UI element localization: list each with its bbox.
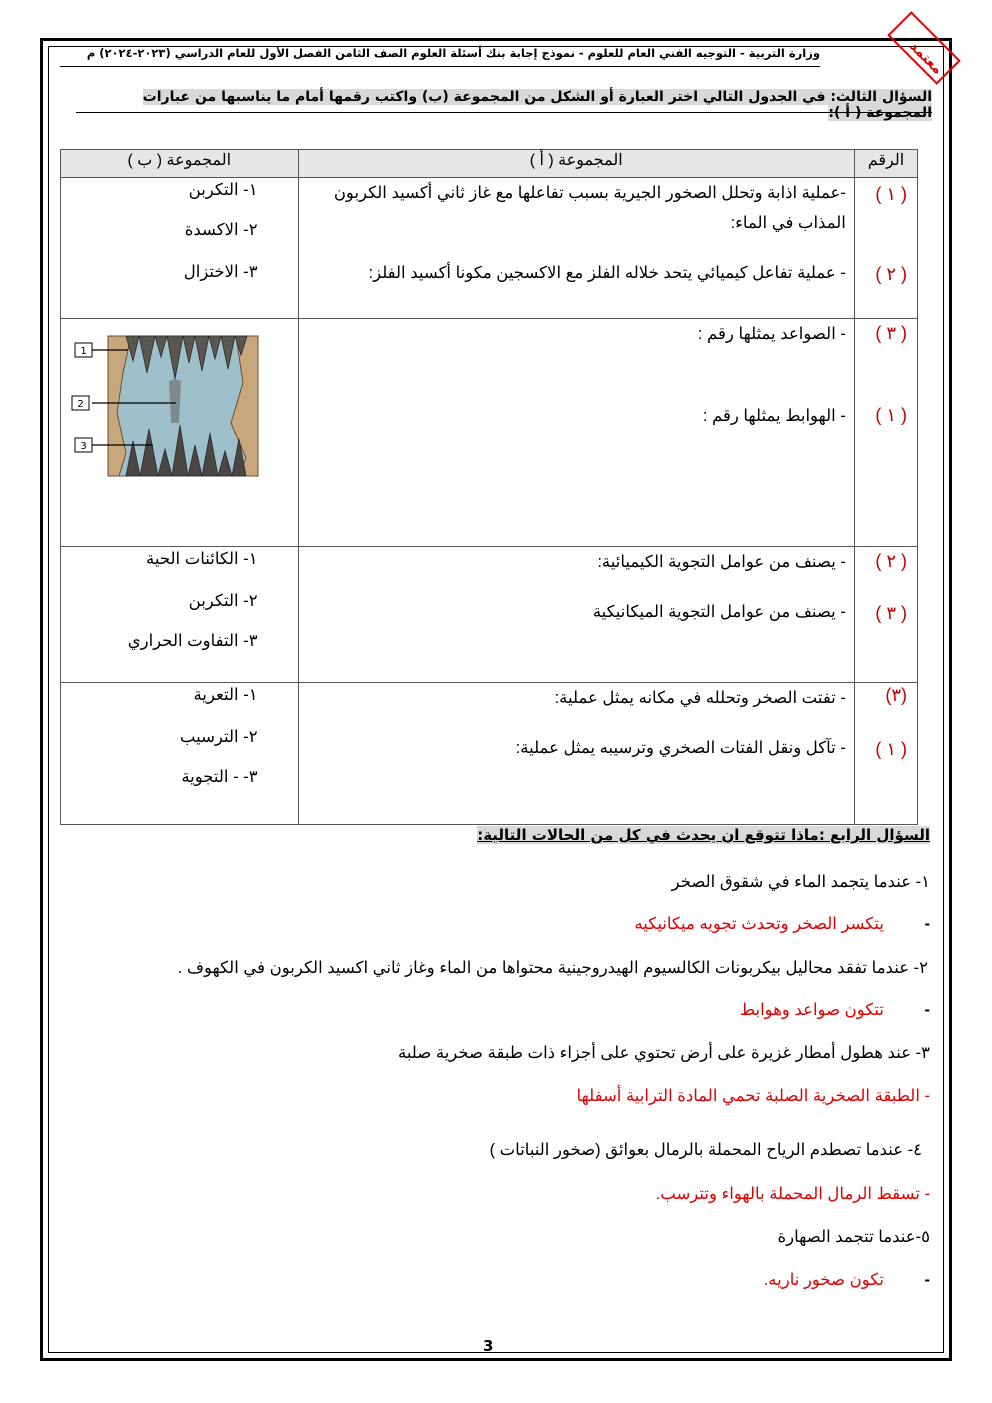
group-a-statement: -عملية اذابة وتحلل الصخور الجيرية بسبب تفاعلها مع غاز ثاني أكسيد الكربون المذاب في الماء: [333, 184, 846, 232]
page-number: 3 [483, 1337, 494, 1355]
cave-figure-cell [61, 319, 299, 547]
q4-item-answer: - الطبقة الصخرية الصلبة تحمي المادة الترابية أسفلها [576, 1087, 930, 1105]
answer-value: ( ١ ) [875, 405, 907, 425]
matching-table [60, 149, 918, 825]
answer-value: (٣) [885, 685, 907, 705]
figure-label: 2 [77, 399, 84, 410]
cave-stalactite-stalagmite-figure [71, 333, 271, 483]
table-row [61, 178, 918, 319]
question-4-title: السؤال الرابع :ماذا تتوقع ان يحدث في كل من الحالات التالية: [477, 826, 930, 844]
answer-value: ( ٣ ) [875, 603, 907, 623]
group-a-cell [298, 319, 854, 547]
group-a-statement: - الصواعد يمثلها رقم : [697, 325, 846, 343]
table-header-row [61, 150, 918, 178]
answer-value: ( ٢ ) [875, 551, 907, 571]
answer-value: ( ١ ) [875, 739, 907, 759]
figure-label: 3 [80, 441, 87, 452]
group-a-statement: - عملية تفاعل كيميائي يتحد خلاله الفلز مع الاكسجين مكونا أكسيد الفلز: [368, 264, 846, 282]
group-a-statement: - الهوابط يمثلها رقم : [702, 407, 846, 425]
table-row [61, 319, 918, 547]
group-a-statement: - تفتت الصخر وتحلله في مكانه يمثل عملية: [554, 689, 846, 707]
group-b-cell [61, 683, 299, 825]
group-b-option: ١- التكربن [188, 181, 258, 199]
header-num: الرقم [854, 150, 917, 178]
question-3-text: في الجدول التالي اختر العبارة أو الشكل من المجموعة (ب) واكتب رقمها أمام ما يناسبها من عبارات المجموعة ( أ ): [142, 89, 932, 121]
answer-value: ( ٣ ) [875, 323, 907, 343]
group-a-cell [298, 547, 854, 683]
answer-cell [854, 547, 917, 683]
header-divider [60, 66, 820, 67]
answer-cell [854, 178, 917, 319]
stamp-text: معتمد [906, 38, 946, 78]
group-b-option: ٣- الاختزال [183, 263, 258, 281]
group-a-cell [298, 178, 854, 319]
answer-cell [854, 683, 917, 825]
q4-item-question: ٣- عند هطول أمطار غزيرة على أرض تحتوي على أجزاء ذات طبقة صخرية صلبة [397, 1044, 930, 1062]
answer-value: ( ٢ ) [875, 264, 907, 284]
table-row [61, 547, 918, 683]
q4-item-answer: - تسقط الرمال المحملة بالهواء وتترسب. [655, 1185, 930, 1203]
group-b-option: ٣- - التجوية [181, 768, 258, 786]
question-3-divider [76, 112, 932, 113]
question-3-prompt [76, 89, 932, 121]
question-3-label: السؤال الثالث: [830, 89, 932, 105]
group-b-option: ١- التعرية [193, 686, 258, 704]
group-b-option: ٢- الترسيب [179, 728, 258, 746]
group-a-statement: - يصنف من عوامل التجوية الكيميائية: [597, 553, 846, 571]
header-group-b: المجموعة ( ب ) [61, 150, 299, 178]
group-b-cell [61, 547, 299, 683]
q4-item-answer: -يتكسر الصخر وتحدث تجويه ميكانيكيه [634, 915, 930, 933]
group-b-option: ٢- التكربن [188, 592, 258, 610]
group-b-option: ١- الكائنات الحية [146, 550, 258, 568]
group-b-option: ٣- التفاوت الحراري [127, 632, 258, 650]
group-a-statement: - تآكل ونقل الفتات الصخري وترسيبه يمثل عملية: [515, 739, 846, 757]
answer-value: ( ١ ) [875, 184, 907, 204]
q4-item-answer: -تتكون صواعد وهوابط [739, 1001, 930, 1019]
group-a-cell [298, 683, 854, 825]
q4-item-answer: -تكون صخور ناريه. [763, 1271, 930, 1289]
table-row [61, 683, 918, 825]
q4-item-question: ٥-عندما تتجمد الصهارة [777, 1228, 930, 1246]
group-b-cell [61, 178, 299, 319]
header-group-a: المجموعة ( أ ) [298, 150, 854, 178]
q4-item-question: ٢- عندما تفقد محاليل بيكربونات الكالسيوم الهيدروجينية محتواها من الماء وغاز ثاني اكسيد الكربون في الكهوف . [177, 959, 928, 977]
group-a-statement: - يصنف من عوامل التجوية الميكانيكية [592, 603, 846, 621]
answer-cell [854, 319, 917, 547]
group-b-option: ٢- الاكسدة [184, 221, 258, 239]
document-header: وزارة التربية - التوجيه الفني العام للعلوم - نموذج إجابة بنك أسئلة العلوم الصف الثامن الفصل الأول للعام الدراسي (٢٠٢٣-٢٠٢٤) م [86, 46, 820, 60]
q4-item-question: ١- عندما يتجمد الماء في شقوق الصخر [671, 873, 930, 891]
q4-item-question: ٤- عندما تصطدم الرياح المحملة بالرمال بعوائق (صخور النباتات ) [489, 1141, 922, 1159]
figure-label: 1 [80, 346, 87, 357]
